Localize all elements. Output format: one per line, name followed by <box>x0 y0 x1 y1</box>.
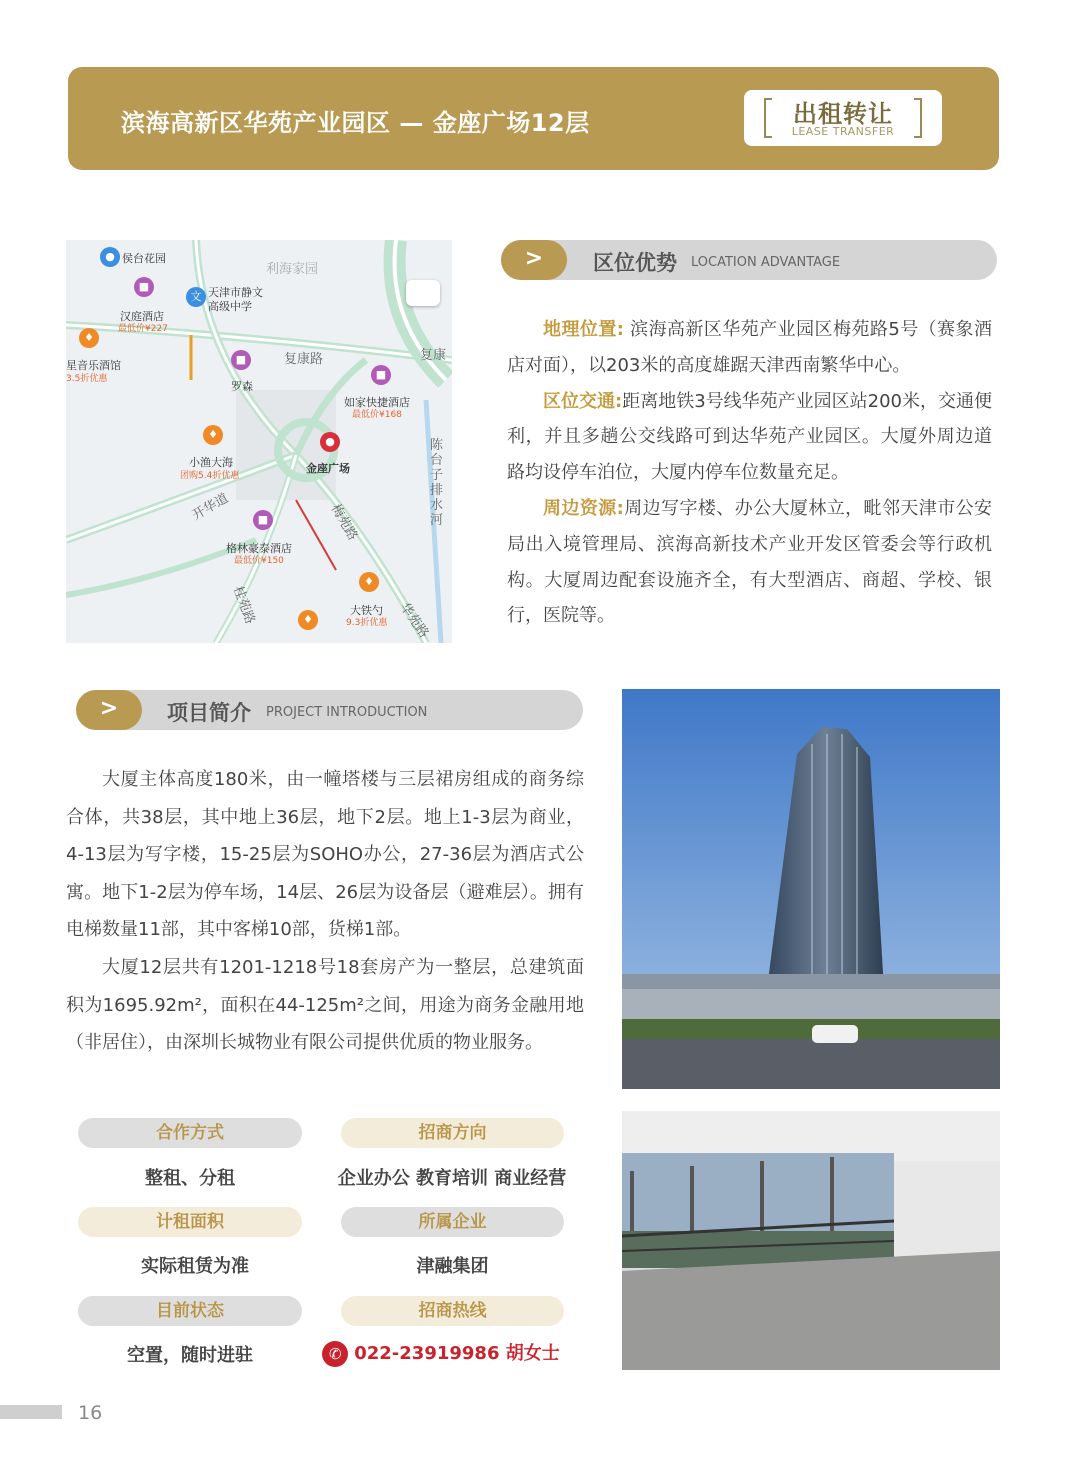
section-subtitle: LOCATION ADVANTAGE <box>691 255 841 270</box>
river-label: 陈台子排水河 <box>430 438 444 528</box>
lease-transfer-badge <box>744 90 942 146</box>
hotline-value[interactable] <box>316 1339 566 1367</box>
map-label: 大铁勺 <box>350 604 383 617</box>
map-price: 最低价¥150 <box>234 556 284 566</box>
road-label: 华苑路 <box>396 600 432 641</box>
location-section-header <box>501 240 997 280</box>
paragraph: 大厦12层共有1201-1218号18套房产为一整层，总建筑面积为1695.92m²，面积在44-125m²之间，用途为商务金融用地（非居住），由深圳长城物业有限公司提供优质的物业服务。 <box>66 956 584 1054</box>
intro-text <box>66 761 584 1062</box>
map-label: 罗森 <box>231 380 253 393</box>
hotline-label: 招商热线 <box>341 1296 564 1326</box>
food-pin-icon: ♦ <box>79 328 99 348</box>
location-text <box>507 312 992 634</box>
road-label: 复康 <box>420 348 447 363</box>
section-title: 区位优势 <box>593 251 677 275</box>
company-value: 津融集团 <box>416 1256 489 1277</box>
area-value: 实际租赁为准 <box>141 1256 249 1277</box>
building-photo <box>622 689 1000 1089</box>
paragraph-text: 距离地铁3号线华苑产业园区站200米，交通便利，并且多趟公交线路可到达华苑产业园区。大厦外周边道路均设停车泊位，大厦内停车位数量充足。 <box>507 390 993 484</box>
map-price: 9.3折优惠 <box>346 618 388 628</box>
company-label: 所属企业 <box>341 1207 564 1237</box>
direction-value: 企业办公 教育培训 商业经营 <box>337 1168 567 1189</box>
road-label: 开华道 <box>189 490 232 524</box>
direction-label: 招商方向 <box>341 1118 564 1148</box>
map-label-target: 金座广场 <box>306 462 350 475</box>
map-price: 团购5.4折优惠 <box>180 471 240 481</box>
map-label: 利海家园 <box>266 262 319 277</box>
map-pin-icon: ● <box>100 247 120 267</box>
road-label: 桂苑路 <box>229 584 258 627</box>
road-label: 梅苑路 <box>327 501 361 544</box>
coop-label: 合作方式 <box>78 1118 302 1148</box>
coop-value: 整租、分租 <box>145 1168 235 1189</box>
map-label: 天津市静文 <box>208 286 263 299</box>
paragraph <box>507 312 992 384</box>
location-map <box>66 240 452 643</box>
shop-pin-icon: ■ <box>231 350 251 370</box>
key-label: 地理位置: <box>543 319 624 340</box>
status-value: 空置，随时进驻 <box>127 1345 253 1366</box>
arrow-right-icon: > <box>76 690 142 730</box>
location-pin-icon: ● <box>320 432 340 452</box>
paragraph-text: 滨海高新区华苑产业园区梅苑路5号（赛象酒店对面），以203米的高度雄踞天津西南繁华中心。 <box>507 319 992 376</box>
paragraph-text: 周边写字楼、办公大厦林立，毗邻天津市公安局出入境管理局、滨海高新技术产业开发区管委会等行政机构。大厦周边配套设施齐全，有大型酒店、商超、学校、银行，医院等。 <box>507 497 993 627</box>
map-label: 高级中学 <box>208 300 252 313</box>
hotel-pin-icon: ■ <box>371 365 391 385</box>
paragraph <box>507 384 992 491</box>
map-label: 如家快捷酒店 <box>344 396 410 409</box>
map-label: 汉庭酒店 <box>120 310 164 323</box>
paragraph: 大厦主体高度180米，由一幢塔楼与三层裙房组成的商务综合体，共38层，其中地上36层，地下2层。地上1-3层为商业，4-13层为写字楼，15-25层为SOHO办公，27-36层为酒店式公寓。地下1-2层为停车场，14层、26层为设备层（避难层）。拥有电梯数量11部，其中客梯10部，货梯1部。 <box>66 769 584 941</box>
road-label: 复康路 <box>284 352 324 367</box>
interior-photo <box>622 1111 1000 1370</box>
arrow-right-icon: > <box>501 240 567 280</box>
map-label: 侯台花园 <box>122 252 166 265</box>
school-pin-icon: 文 <box>186 287 206 307</box>
key-label: 周边资源: <box>543 497 624 519</box>
map-price: 最低价¥227 <box>118 324 168 334</box>
paragraph <box>507 491 992 634</box>
page-number: 16 <box>78 1402 103 1424</box>
footer-bar-decoration <box>0 1405 62 1419</box>
key-label: 区位交通: <box>543 390 623 412</box>
map-control-icon <box>406 280 440 306</box>
map-label: 格林豪泰酒店 <box>226 542 292 555</box>
phone-icon: ✆ <box>322 1341 348 1367</box>
area-label: 计租面积 <box>78 1207 302 1237</box>
map-price: 最低价¥168 <box>352 410 402 420</box>
map-label: 小渔大海 <box>189 456 233 469</box>
badge-title: 出租转让 <box>793 100 893 128</box>
section-subtitle: PROJECT INTRODUCTION <box>266 705 428 720</box>
status-label: 目前状态 <box>78 1296 302 1326</box>
intro-section-header <box>76 690 583 730</box>
badge-subtitle: LEASE TRANSFER <box>791 125 895 138</box>
page-header <box>68 67 999 170</box>
food-pin-icon: ♦ <box>298 610 318 630</box>
food-pin-icon: ♦ <box>203 425 223 445</box>
map-label: 星音乐酒馆 <box>66 359 121 372</box>
hotel-pin-icon: ■ <box>134 277 154 297</box>
hotline-number[interactable]: 022-23919986 胡女士 <box>354 1343 560 1364</box>
hotel-pin-icon: ■ <box>253 510 273 530</box>
map-roads <box>66 240 452 643</box>
food-pin-icon: ♦ <box>359 572 379 592</box>
section-title: 项目简介 <box>167 701 251 725</box>
page-title: 滨海高新区华苑产业园区 — 金座广场12层 <box>121 109 590 137</box>
map-price: 3.5折优惠 <box>66 374 108 384</box>
